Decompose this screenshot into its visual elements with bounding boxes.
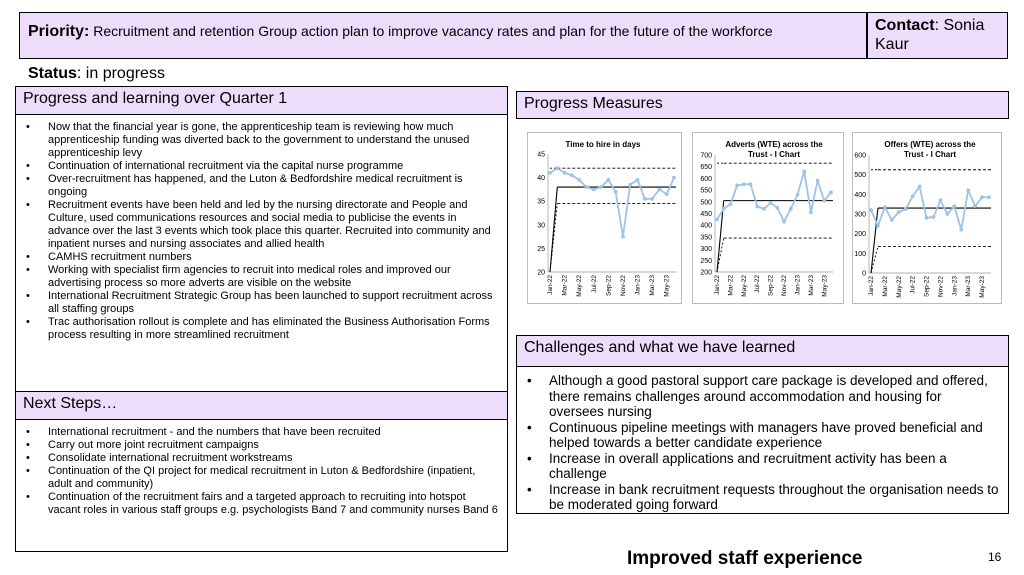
data-point [918, 185, 922, 189]
y-tick-label: 450 [700, 211, 712, 218]
status-label: Status [28, 65, 77, 82]
x-tick-label: May-22 [895, 276, 903, 298]
data-point [577, 178, 581, 182]
chart-title: Trust - I Chart [747, 150, 801, 159]
y-tick-label: 200 [700, 269, 712, 277]
x-tick-label: May-23 [663, 275, 671, 297]
list-item: • Trac authorisation rollout is complete and has eliminated the Business Authorisation Forms process resulting in more streamlined recruitment [24, 316, 499, 342]
data-point [973, 204, 977, 208]
list-item: • CAMHS recruitment numbers [24, 251, 499, 264]
challenges-title: Challenges and what we have learned [516, 335, 1009, 367]
x-tick-label: Mar-22 [561, 275, 569, 296]
challenges-panel [516, 366, 1009, 514]
data-point [749, 182, 753, 186]
y-tick-label: 25 [537, 245, 545, 253]
x-tick-label: Jan-22 [868, 276, 875, 296]
data-point [585, 185, 589, 189]
chart-time-to-hire [527, 132, 682, 304]
list-item: • Now that the financial year is gone, the apprenticeship team is reviewing how much apprenticeship funding was diverted back to the government to understand the unused apprenticeship levy [24, 121, 499, 160]
y-tick-label: 400 [700, 222, 712, 230]
data-point [735, 184, 739, 188]
x-tick-label: Mar-22 [727, 275, 735, 296]
y-tick-label: 500 [700, 199, 712, 207]
y-tick-label: 20 [537, 269, 545, 277]
progress-title: Progress and learning over Quarter 1 [15, 86, 508, 115]
data-point [876, 224, 880, 228]
x-tick-label: Jan-23 [634, 275, 642, 295]
data-point [755, 205, 759, 209]
contact-name: Sonia Kaur [875, 17, 985, 53]
list-item: • Although a good pastoral support care package is developed and offered, there remains challenges around accommodation and housing for oversees nursing [525, 373, 1000, 420]
data-point [796, 193, 800, 197]
chart-title: Trust - I Chart [903, 150, 957, 159]
data-point [789, 207, 793, 211]
y-tick-label: 500 [854, 172, 866, 180]
data-point [555, 166, 559, 170]
data-point [650, 197, 654, 201]
x-tick-label: May-22 [740, 275, 748, 297]
y-tick-label: 400 [854, 191, 866, 199]
data-point [809, 210, 813, 214]
y-tick-label: 550 [700, 187, 712, 195]
data-point [782, 220, 786, 224]
x-tick-label: Jul-22 [909, 276, 917, 294]
x-tick-label: Jul-22 [590, 275, 598, 293]
data-point [802, 169, 806, 173]
priority-banner: Priority: Recruitment and retention Group action plan to improve vacancy rates and plan for the future of the workforce [19, 12, 867, 59]
list-item: • Consolidate international recruitment workstreams [24, 452, 499, 465]
measures-title: Progress Measures [516, 91, 1009, 119]
series-line [717, 171, 831, 221]
x-tick-label: Mar-23 [649, 275, 657, 296]
x-tick-label: May-23 [821, 275, 829, 297]
data-point [775, 206, 779, 210]
data-point [959, 228, 963, 232]
x-tick-label: Jul-22 [754, 275, 762, 293]
x-tick-label: Jan-22 [714, 275, 721, 295]
data-point [769, 201, 773, 205]
data-point [932, 215, 936, 219]
status-line: Status: in progress [28, 65, 165, 82]
list-item: • Continuation of international recruitment via the capital nurse programme [24, 160, 499, 173]
data-point [939, 198, 943, 202]
data-point [665, 192, 669, 196]
y-tick-label: 350 [700, 234, 712, 242]
list-item: • Recruitment events have been held and led by the nursing directorate and People and Culture, used communications resources and social media to publicise the events in advance over the last 3 events which took place this quarter. Recruited into community and inpatient nurses and nursing associates and allied health [24, 199, 499, 251]
x-tick-label: Jan-23 [794, 275, 802, 295]
next-steps-title: Next Steps… [15, 391, 508, 420]
list-item: • Increase in overall applications and recruitment activity has been a challenge [525, 451, 1000, 482]
chart-adverts [692, 132, 844, 304]
list-item: • Increase in bank recruitment requests throughout the organisation needs to be moderated going forward [525, 482, 1000, 513]
data-point [742, 182, 746, 186]
data-point [869, 208, 873, 212]
priority-label: Priority [28, 23, 85, 40]
data-point [729, 202, 733, 206]
y-tick-label: 200 [854, 231, 866, 239]
data-point [715, 217, 719, 221]
list-item: • International recruitment - and the numbers that have been recruited [24, 426, 499, 439]
data-point [570, 173, 574, 177]
data-point [722, 207, 726, 211]
y-tick-label: 0 [862, 270, 866, 278]
data-point [822, 199, 826, 203]
data-point [643, 197, 647, 201]
next-steps-list [16, 420, 507, 517]
y-tick-label: 250 [700, 257, 712, 265]
x-tick-label: Mar-22 [881, 276, 889, 297]
chart-title: Adverts (WTE) across the [725, 140, 823, 149]
data-point [628, 183, 632, 187]
x-tick-label: Sep-22 [767, 275, 775, 296]
data-point [599, 185, 603, 189]
data-point [672, 176, 676, 180]
priority-text: Recruitment and retention Group action plan to improve vacancy rates and plan for the future of the workforce [93, 23, 773, 39]
x-tick-label: Jan-23 [951, 276, 959, 296]
data-point [563, 171, 567, 175]
list-item: • Over-recruitment has happened, and the Luton & Bedfordshire medical recruitment is ongoing [24, 173, 499, 199]
data-point [987, 195, 991, 199]
x-tick-label: Mar-23 [965, 276, 973, 297]
progress-panel [15, 114, 508, 392]
data-point [925, 216, 929, 220]
y-tick-label: 100 [854, 250, 866, 258]
x-tick-label: Nov-22 [937, 276, 945, 297]
list-item: • Continuous pipeline meetings with managers have proved beneficial and helped towards a better candidate experience [525, 420, 1000, 451]
contact-label: Contact [875, 17, 935, 34]
data-point [952, 204, 956, 208]
data-point [548, 171, 552, 175]
data-point [904, 207, 908, 211]
y-tick-label: 600 [700, 175, 712, 183]
mean-line-lead [550, 187, 557, 272]
list-item: • Carry out more joint recruitment campaigns [24, 439, 499, 452]
x-tick-label: Mar-23 [807, 275, 815, 296]
data-point [816, 179, 820, 183]
x-tick-label: Jan-22 [547, 275, 554, 295]
y-tick-label: 30 [537, 222, 545, 230]
x-tick-label: Sep-22 [605, 275, 613, 296]
data-point [636, 178, 640, 182]
x-tick-label: May-22 [576, 275, 584, 297]
footer-caption: Improved staff experience [627, 548, 863, 569]
data-point [606, 178, 610, 182]
x-tick-label: Sep-22 [923, 276, 931, 297]
x-tick-label: Nov-22 [781, 275, 789, 296]
next-steps-panel [15, 419, 508, 552]
data-point [658, 188, 662, 192]
list-item: • International Recruitment Strategic Group has been launched to support recruitment across all staffing groups [24, 290, 499, 316]
contact-box: Contact: Sonia Kaur [867, 12, 1008, 59]
y-tick-label: 700 [700, 152, 712, 160]
data-point [621, 235, 625, 239]
data-point [883, 205, 887, 209]
y-tick-label: 35 [537, 198, 545, 206]
data-point [614, 190, 618, 194]
series-line [550, 168, 674, 236]
page-number: 16 [988, 550, 1002, 564]
chart-title: Time to hire in days [565, 140, 641, 149]
list-item: • Continuation of the QI project for medical recruitment in Luton & Bedfordshire (inpatient, adult and community) [24, 465, 499, 491]
y-tick-label: 300 [854, 211, 866, 219]
data-point [945, 212, 949, 216]
progress-list [16, 115, 507, 342]
data-point [980, 195, 984, 199]
y-tick-label: 40 [537, 175, 545, 183]
chart-title: Offers (WTE) across the [884, 140, 976, 149]
data-point [897, 210, 901, 214]
data-point [966, 189, 970, 193]
challenges-list [517, 367, 1008, 513]
y-tick-label: 45 [537, 151, 545, 159]
data-point [829, 191, 833, 195]
data-point [592, 188, 596, 192]
x-tick-label: Nov-22 [619, 275, 627, 296]
data-point [911, 194, 915, 198]
y-tick-label: 650 [700, 164, 712, 172]
data-point [890, 218, 894, 222]
x-tick-label: May-23 [979, 276, 987, 298]
y-tick-label: 300 [700, 246, 712, 254]
y-tick-label: 600 [854, 152, 866, 160]
status-value: in progress [85, 65, 165, 82]
list-item: • Continuation of the recruitment fairs and a targeted approach to recruiting into hotspot vacant roles in various staff groups e.g. psychologists Band 7 and community nurses Band 6 [24, 491, 499, 517]
data-point [762, 207, 766, 211]
chart-offers [852, 132, 1002, 304]
list-item: • Working with specialist firm agencies to recruit into medical roles and improved our advertising process so more adverts are visible on the website [24, 264, 499, 290]
